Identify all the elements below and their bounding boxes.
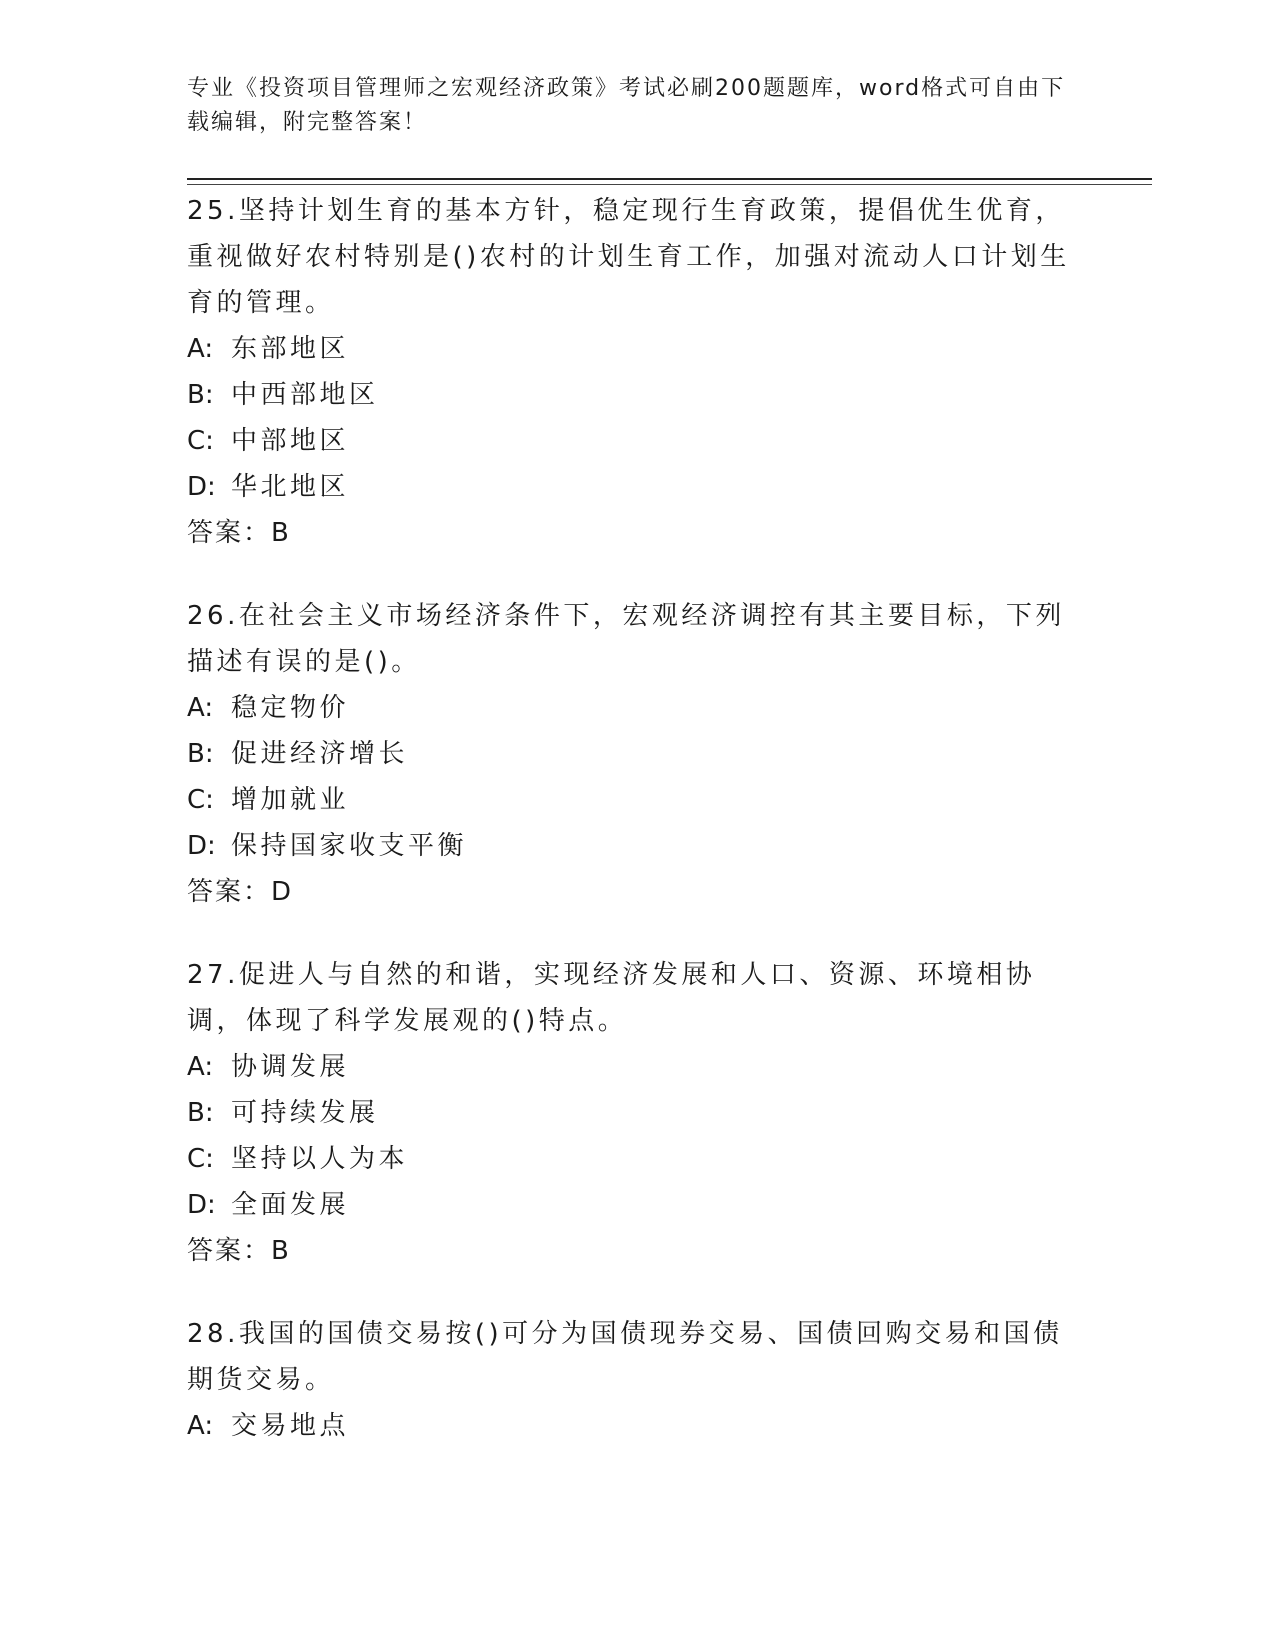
option-text: 华北地区 (231, 472, 350, 502)
option-text: 协调发展 (231, 1052, 350, 1082)
option-c (187, 418, 1077, 464)
option-a (187, 1044, 1077, 1090)
document-header: 专业《投资项目管理师之宏观经济政策》考试必刷200题题库，word格式可自由下载编辑，附完整答案！ (187, 76, 1066, 135)
answer: 答案：D (187, 877, 294, 907)
question-stem: 26.在社会主义市场经济条件下，宏观经济调控有其主要目标，下列描述有误的是()。 (187, 601, 1065, 677)
question-stem: 28.我国的国债交易按()可分为国债现券交易、国债回购交易和国债期货交易。 (187, 1319, 1063, 1395)
option-d (187, 464, 1077, 510)
option-text: 东部地区 (231, 334, 350, 364)
option-a (187, 326, 1077, 372)
option-text: 增加就业 (231, 785, 350, 815)
option-a (187, 685, 1077, 731)
option-text: 交易地点 (231, 1411, 350, 1441)
option-c (187, 1136, 1077, 1182)
option-key: C: (187, 426, 214, 456)
question-25 (187, 188, 1077, 556)
header-divider-thin (187, 184, 1152, 185)
option-key: B: (187, 739, 214, 769)
question-26 (187, 593, 1077, 915)
header-divider-thick (187, 178, 1152, 180)
option-key: C: (187, 785, 214, 815)
option-text: 保持国家收支平衡 (231, 831, 468, 861)
option-key: B: (187, 1098, 214, 1128)
option-key: D: (187, 472, 216, 502)
option-text: 可持续发展 (231, 1098, 379, 1128)
option-key: A: (187, 1052, 214, 1082)
answer: 答案：B (187, 518, 291, 548)
answer: 答案：B (187, 1236, 291, 1266)
option-key: A: (187, 334, 214, 364)
option-key: D: (187, 831, 216, 861)
option-text: 坚持以人为本 (231, 1144, 409, 1174)
option-text: 全面发展 (231, 1190, 350, 1220)
option-text: 稳定物价 (231, 693, 350, 723)
option-a (187, 1403, 1077, 1449)
option-key: B: (187, 380, 214, 410)
option-b (187, 1090, 1077, 1136)
question-stem: 27.促进人与自然的和谐，实现经济发展和人口、资源、环境相协调，体现了科学发展观的()特点。 (187, 960, 1036, 1036)
option-b (187, 731, 1077, 777)
option-text: 中西部地区 (231, 380, 379, 410)
option-key: D: (187, 1190, 216, 1220)
option-text: 中部地区 (231, 426, 350, 456)
option-key: A: (187, 1411, 214, 1441)
option-d (187, 1182, 1077, 1228)
option-key: C: (187, 1144, 214, 1174)
option-text: 促进经济增长 (231, 739, 409, 769)
option-c (187, 777, 1077, 823)
option-key: A: (187, 693, 214, 723)
option-d (187, 823, 1077, 869)
option-b (187, 372, 1077, 418)
question-27 (187, 952, 1077, 1274)
question-stem: 25.坚持计划生育的基本方针，稳定现行生育政策，提倡优生优育，重视做好农村特别是()农村的计划生育工作，加强对流动人口计划生育的管理。 (187, 196, 1070, 318)
question-28 (187, 1311, 1077, 1449)
